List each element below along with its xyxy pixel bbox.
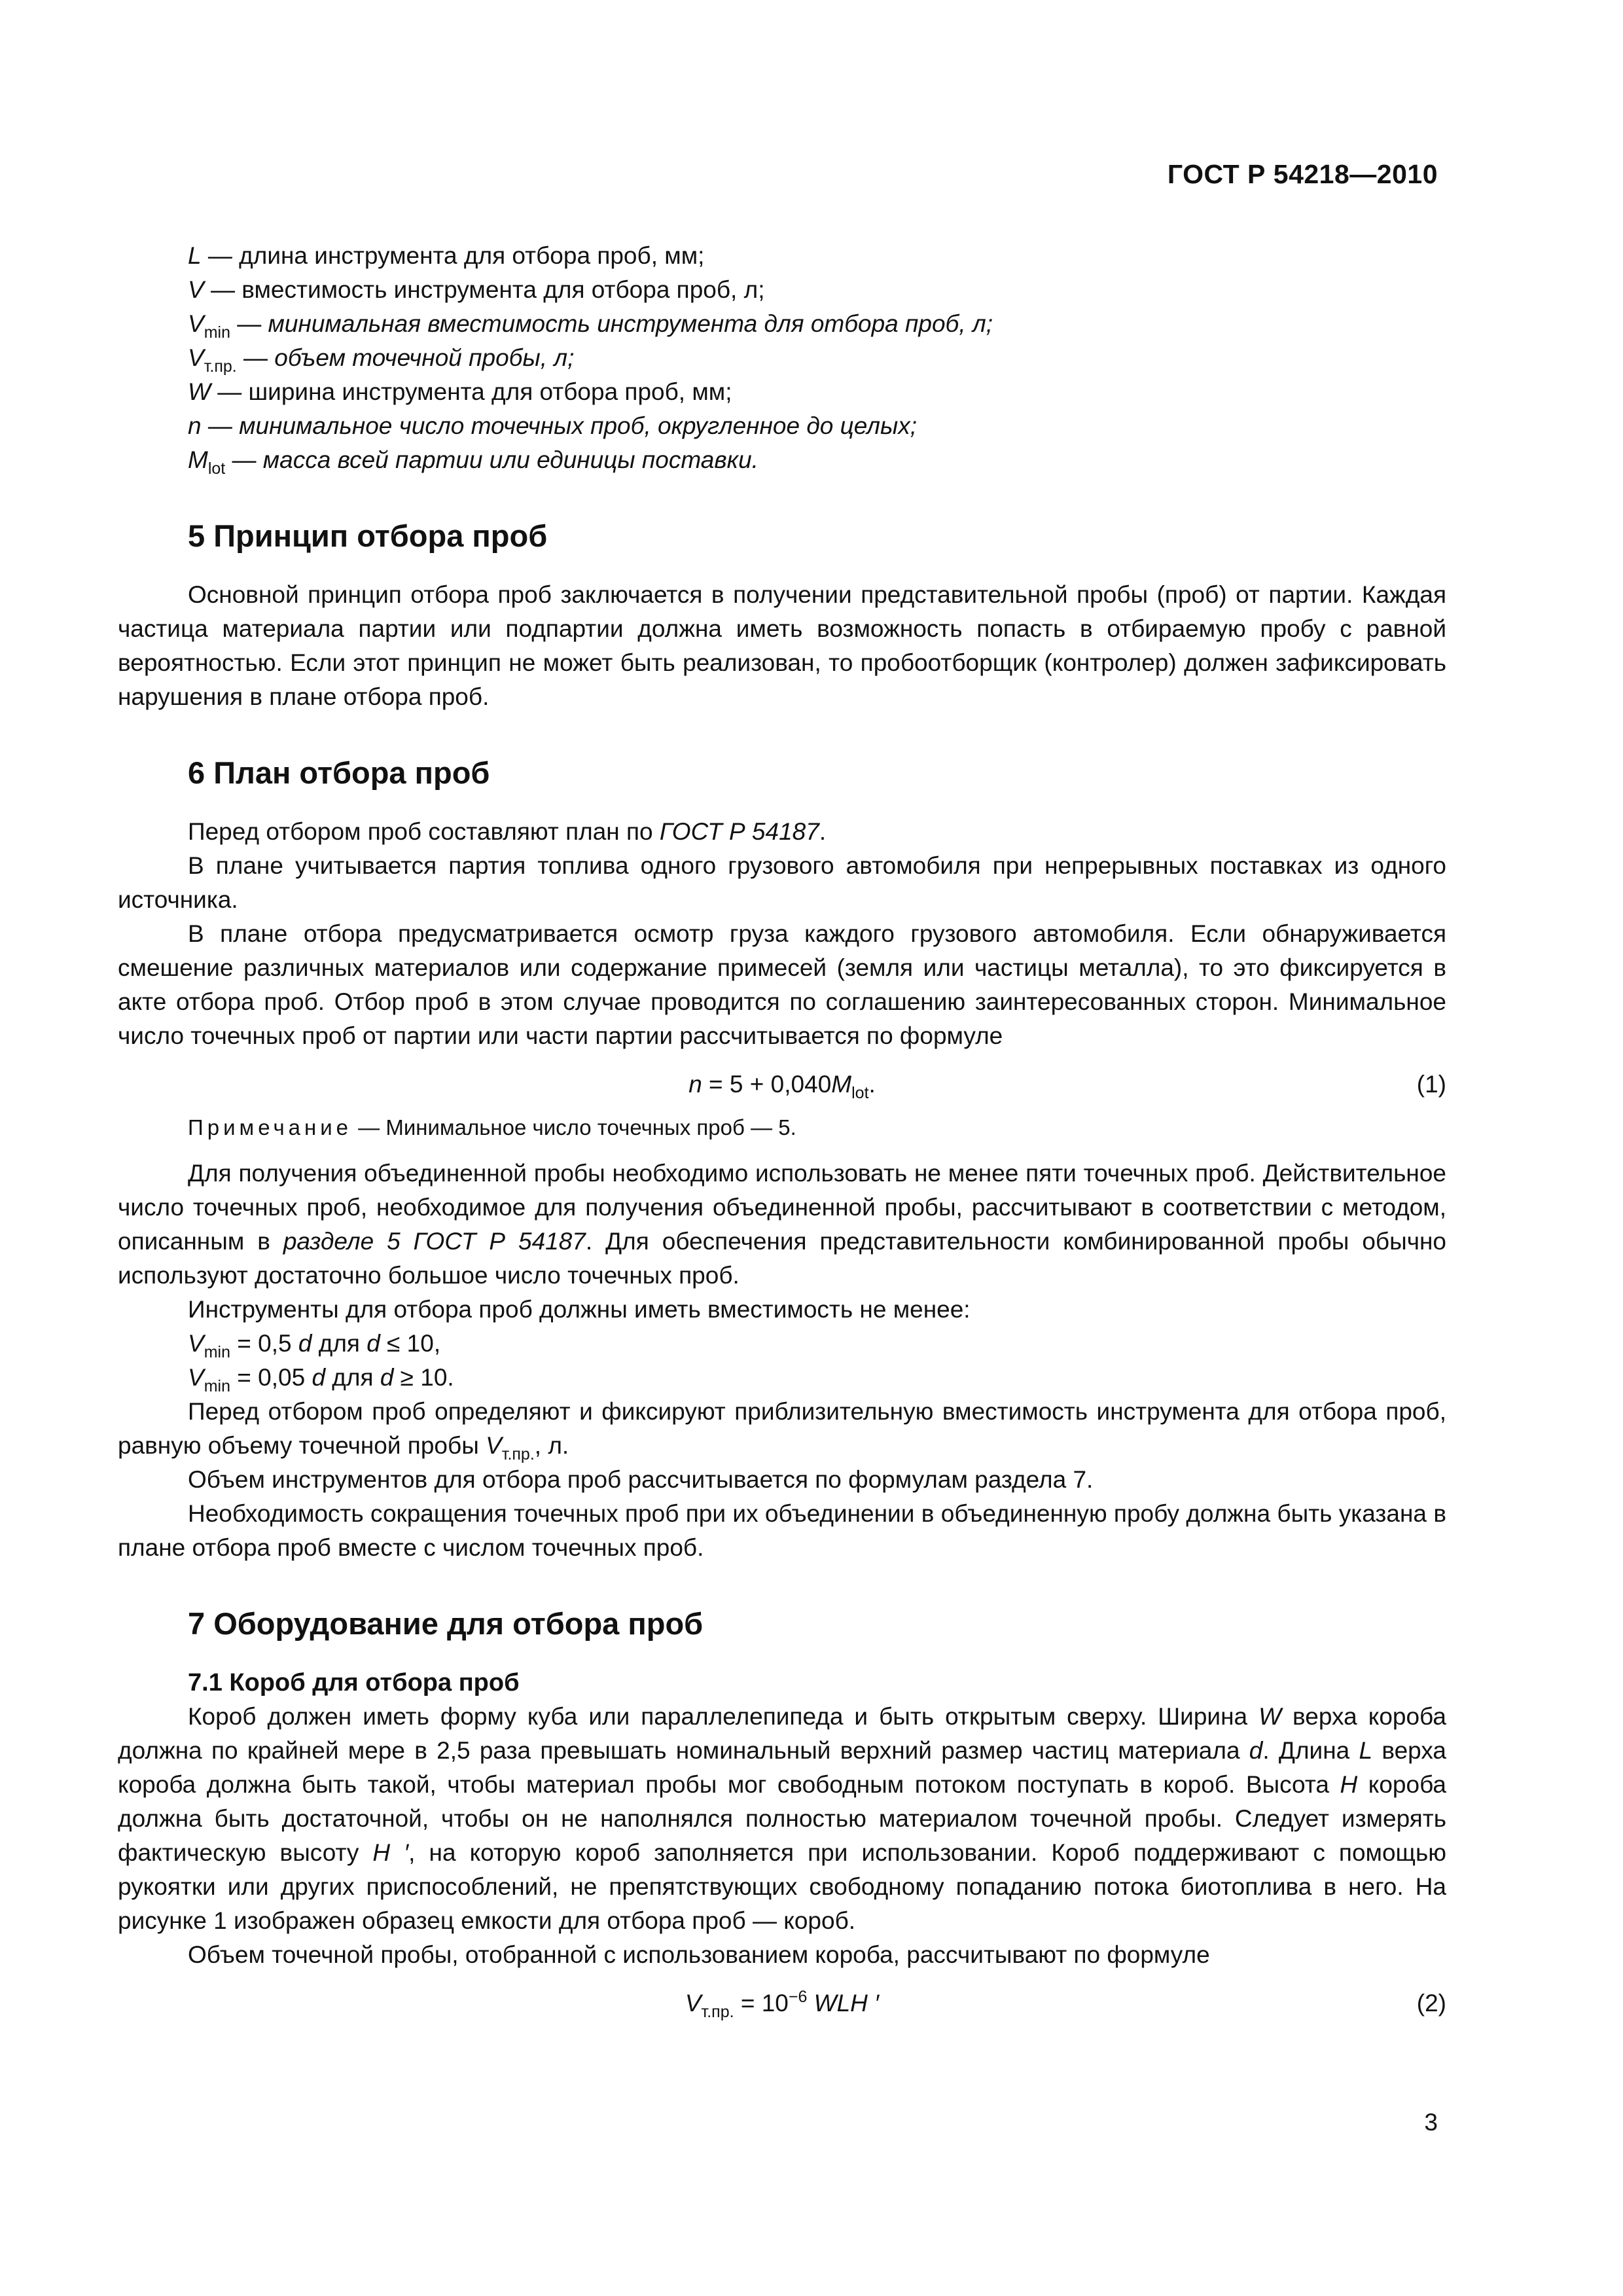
symbol-definitions xyxy=(118,239,1446,477)
section-6-title: 6 План отбора проб xyxy=(188,755,490,790)
section-6-paragraph-7: Объем инструментов для отбора проб рассчитывается по формулам раздела 7. xyxy=(188,1466,1094,1493)
condition-2: $V_{min} = 0,05$ d для d ≥ 10. xyxy=(188,1364,454,1395)
definition-item: n — минимальное число точечных проб, округленное до целых; xyxy=(188,412,918,439)
definition-symbol: n xyxy=(188,412,202,439)
note: Примечание — Минимальное число точечных проб — 5. xyxy=(188,1115,796,1139)
section-6-paragraph-2: В плане учитывается партия топлива одного грузового автомобиля при непрерывных поставках из одного источника. xyxy=(118,852,1446,913)
formula-2-number: (2) xyxy=(1416,1990,1446,2017)
section-6-paragraph-1: Перед отбором проб составляют план по ГОСТ Р 54187. xyxy=(188,818,827,845)
definition-text: масса всей партии или единицы поставки. xyxy=(262,446,758,473)
section-reference: разделе 5 ГОСТ Р 54187 xyxy=(283,1228,586,1255)
section-5-paragraph: Основной принцип отбора проб заключается в получении представительной пробы (проб) от партии. Каждая частица материала партии или подпартии должна иметь возможность попасть в отбираемую пробу с равной вероятностью. Если этот принцип не может быть реализован, то пробоотборщик (контролер) должен зафиксировать нарушения в плане отбора проб. xyxy=(118,581,1446,710)
section-7-1-paragraph-1: Короб должен иметь форму куба или параллелепипеда и быть открытым сверху. Ширина W верха короба должна по крайней мере в 2,5 раза превышать номинальный верхний размер частиц материала d. Длина L верха короба должна быть такой, чтобы материал пробы мог свободным потоком поступать в короб. Высота H короба должна быть достаточной, чтобы он не наполнялся полностью материалом точечной пробы. Следует измерять фактическую высоту H ′, на которую короб заполняется при использовании. Короб поддерживают с помощью рукоятки или других приспособлений, не препятствующих свободному попаданию потока биотоплива в него. На рисунке 1 изображен образец емкости для отбора проб — короб. xyxy=(118,1703,1447,1934)
section-7-1-paragraph-2: Объем точечной пробы, отобранной с использованием короба, рассчитывают по формуле xyxy=(188,1941,1210,1968)
page-number: 3 xyxy=(1424,2109,1438,2136)
section-6-paragraph-3: В плане отбора предусматривается осмотр груза каждого грузового автомобиля. Если обнаруживается смешение различных материалов или содержание примесей (земля или частицы металла), то это фиксируется в акте отбора проб. Отбор проб в этом случае проводится по соглашению заинтересованных сторон. Минимальное число точечных проб от партии или части партии рассчитывается по формуле xyxy=(118,920,1446,1049)
definition-text: длина инструмента для отбора проб, мм; xyxy=(239,242,705,269)
definition-symbol: V xyxy=(188,310,204,337)
document-header-id: ГОСТ Р 54218—2010 xyxy=(1167,159,1438,189)
formula-1-number: (1) xyxy=(1416,1071,1446,1098)
condition-1: $V_{min} = 0,5$ d для d ≤ 10, xyxy=(188,1330,441,1361)
section-6-paragraph-8: Необходимость сокращения точечных проб при их объединении в объединенную пробу должна быть указана в плане отбора проб вместе с числом точечных проб. xyxy=(118,1500,1446,1561)
definition-symbol: V xyxy=(188,344,204,371)
gost-reference: ГОСТ Р 54187 xyxy=(659,818,819,845)
definition-text: минимальное число точечных проб, округленное до целых; xyxy=(239,412,918,439)
page-content xyxy=(118,239,1446,2030)
section-5-title: 5 Принцип отбора проб xyxy=(188,518,548,553)
section-7-title: 7 Оборудование для отбора проб xyxy=(188,1606,704,1641)
formula-2: $V_{т.пр.} = 10^{-6}$ WLH ′ (2) xyxy=(685,1988,1446,2021)
definition-item: $M_{lot}$ — масса всей партии или единицы поставки. xyxy=(188,446,758,478)
definition-item: W — ширина инструмента для отбора проб, мм; xyxy=(188,378,732,405)
subsection-7-1-title: 7.1 Короб для отбора проб xyxy=(188,1669,520,1696)
definition-item: $V_{min}$ — минимальная вместимость инструмента для отбора проб, л; xyxy=(188,310,993,342)
definition-text: объем точечной пробы, л; xyxy=(274,344,575,371)
definition-text: вместимость инструмента для отбора проб, л; xyxy=(241,276,765,303)
section-6-paragraph-5: Инструменты для отбора проб должны иметь вместимость не менее: xyxy=(188,1296,971,1323)
definition-item: L — длина инструмента для отбора проб, мм; xyxy=(188,242,705,269)
section-6-paragraph-6: Перед отбором проб определяют и фиксируют приблизительную вместимость инструмента для отбора проб, равную объему точечной пробы $V_{т.пр.}$, л. xyxy=(118,1398,1446,1463)
definition-symbol: L xyxy=(188,242,202,269)
definition-symbol: W xyxy=(188,378,211,405)
definition-symbol: V xyxy=(188,276,204,303)
definition-text: ширина инструмента для отбора проб, мм; xyxy=(248,378,732,405)
note-label: Примечание xyxy=(188,1115,353,1139)
formula-1: $n = 5 + 0,040M_{lot}$. (1) xyxy=(118,1067,1446,1102)
definition-symbol: M xyxy=(188,446,208,473)
definition-item: V — вместимость инструмента для отбора проб, л; xyxy=(188,276,765,303)
definition-item: $V_{т.пр.}$ — объем точечной пробы, л; xyxy=(188,344,575,376)
section-6-paragraph-4: Для получения объединенной пробы необходимо использовать не менее пяти точечных проб. Действительное число точечных проб, необходимое для получения объединенной пробы, рассчитывают в соответствии с методом, описанным в разделе 5 ГОСТ Р 54187. Для обеспечения представительности комбинированной пробы обычно используют достаточно большое число точечных проб. xyxy=(118,1160,1446,1289)
definition-text: минимальная вместимость инструмента для отбора проб, л; xyxy=(268,310,993,337)
